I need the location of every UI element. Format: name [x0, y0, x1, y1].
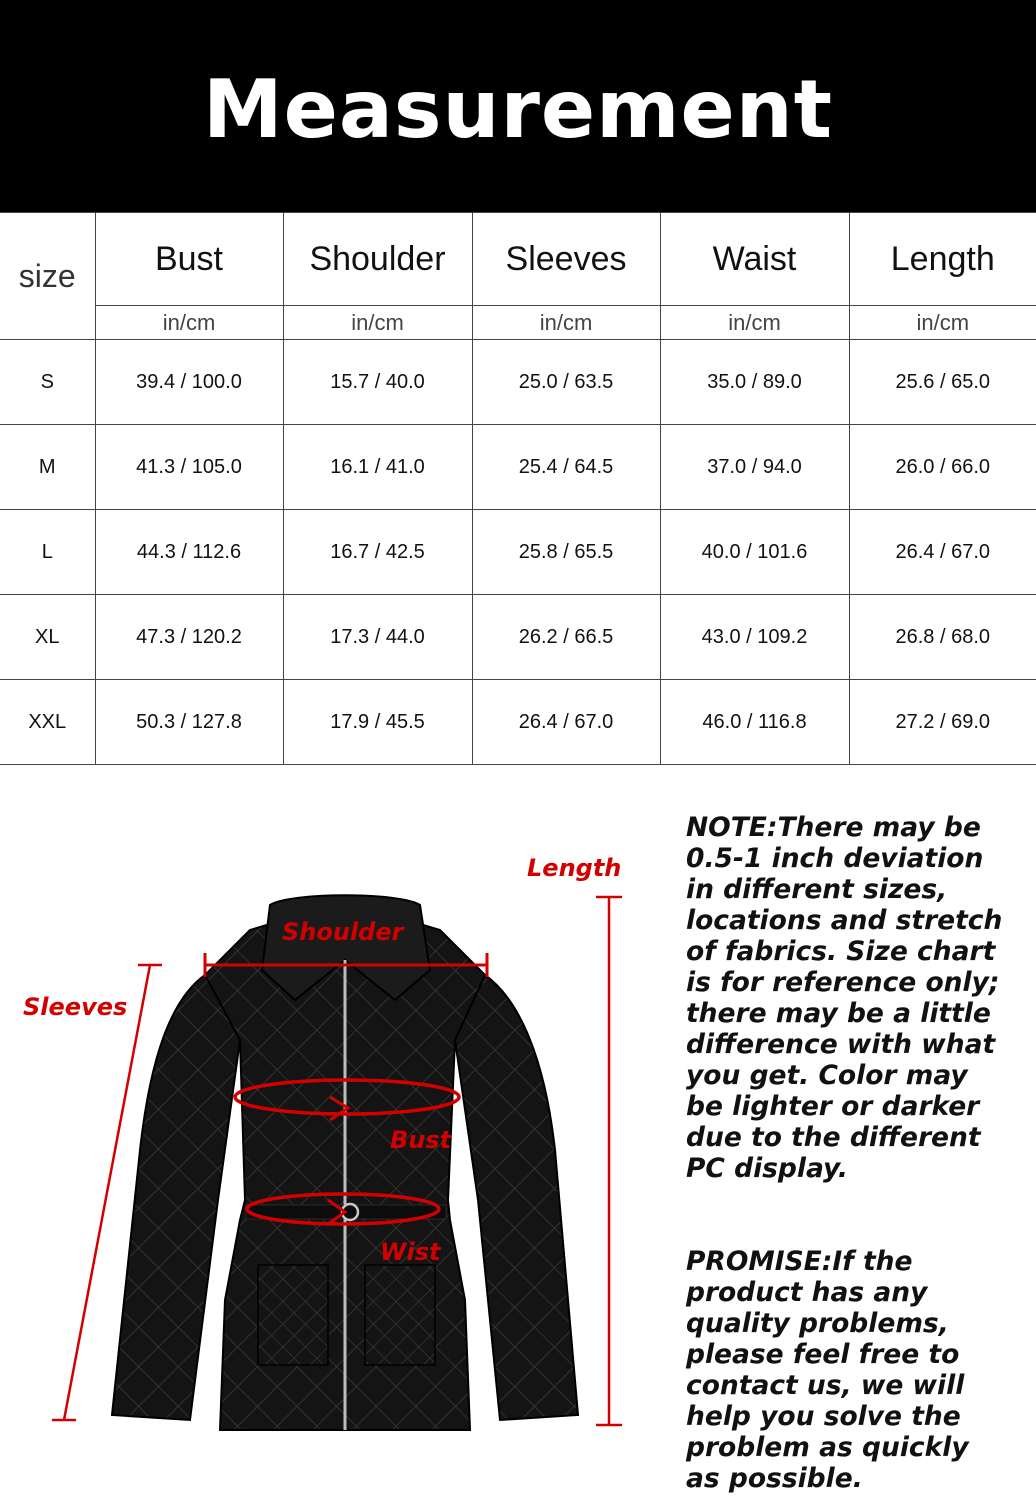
column-header-shoulder: Shoulder: [283, 213, 472, 306]
deviation-note: NOTE:There may be 0.5-1 inch deviation in different sizes, locations and stretch of fabrics. Size chart is for reference only; there may be a little difference with what you get. Color may be lighter or darker due to the different PC display.: [686, 812, 1003, 1184]
table-row: [0, 595, 1036, 680]
table-row: [0, 340, 1036, 425]
jacket-left-sleeve: [112, 975, 240, 1420]
value-cell: 35.0 / 89.0: [660, 340, 849, 425]
value-cell: 26.4 / 67.0: [472, 680, 660, 765]
jacket-illustration: [112, 895, 578, 1430]
size-cell: M: [0, 425, 95, 510]
value-cell: 47.3 / 120.2: [95, 595, 283, 680]
value-cell: 17.9 / 45.5: [283, 680, 472, 765]
unit-label: in/cm: [283, 306, 472, 340]
value-cell: 16.1 / 41.0: [283, 425, 472, 510]
size-cell: L: [0, 510, 95, 595]
column-header-sleeves: Sleeves: [472, 213, 660, 306]
shoulder-label: Shoulder: [282, 918, 404, 946]
value-cell: 44.3 / 112.6: [95, 510, 283, 595]
unit-label: in/cm: [849, 306, 1036, 340]
unit-label: in/cm: [472, 306, 660, 340]
promise-note: PROMISE:If the product has any quality problems, please feel free to contact us, we will help you solve the problem as quickly as possible.: [686, 1246, 969, 1494]
length-measure: [596, 897, 622, 1425]
column-header-length: Length: [849, 213, 1036, 306]
unit-row: [0, 306, 1036, 340]
value-cell: 26.4 / 67.0: [849, 510, 1036, 595]
table-header-row: [0, 213, 1036, 306]
size-chart-table: [0, 212, 1036, 765]
column-header-bust: Bust: [95, 213, 283, 306]
value-cell: 25.8 / 65.5: [472, 510, 660, 595]
value-cell: 26.8 / 68.0: [849, 595, 1036, 680]
size-column-header: size: [0, 213, 95, 340]
value-cell: 40.0 / 101.6: [660, 510, 849, 595]
notes-panel: [686, 812, 1026, 1494]
value-cell: 46.0 / 116.8: [660, 680, 849, 765]
value-cell: 26.0 / 66.0: [849, 425, 1036, 510]
jacket-right-pocket: [365, 1265, 435, 1365]
page-title: Measurement: [203, 63, 833, 156]
value-cell: 25.6 / 65.0: [849, 340, 1036, 425]
value-cell: 50.3 / 127.8: [95, 680, 283, 765]
sleeves-label: Sleeves: [23, 993, 128, 1021]
value-cell: 43.0 / 109.2: [660, 595, 849, 680]
size-cell: XL: [0, 595, 95, 680]
value-cell: 17.3 / 44.0: [283, 595, 472, 680]
jacket-left-pocket: [258, 1265, 328, 1365]
value-cell: 25.0 / 63.5: [472, 340, 660, 425]
header-banner: [0, 0, 1036, 212]
value-cell: 25.4 / 64.5: [472, 425, 660, 510]
size-cell: S: [0, 340, 95, 425]
value-cell: 15.7 / 40.0: [283, 340, 472, 425]
value-cell: 41.3 / 105.0: [95, 425, 283, 510]
value-cell: 37.0 / 94.0: [660, 425, 849, 510]
value-cell: 16.7 / 42.5: [283, 510, 472, 595]
table-row: [0, 680, 1036, 765]
jacket-measurement-diagram: [0, 790, 670, 1500]
value-cell: 27.2 / 69.0: [849, 680, 1036, 765]
column-header-waist: Waist: [660, 213, 849, 306]
jacket-right-sleeve: [455, 975, 578, 1420]
value-cell: 39.4 / 100.0: [95, 340, 283, 425]
bust-label: Bust: [390, 1126, 452, 1154]
table-row: [0, 425, 1036, 510]
size-cell: XXL: [0, 680, 95, 765]
length-label: Length: [527, 854, 622, 882]
waist-label: Wist: [380, 1238, 441, 1266]
unit-label: in/cm: [660, 306, 849, 340]
value-cell: 26.2 / 66.5: [472, 595, 660, 680]
table-row: [0, 510, 1036, 595]
unit-label: in/cm: [95, 306, 283, 340]
